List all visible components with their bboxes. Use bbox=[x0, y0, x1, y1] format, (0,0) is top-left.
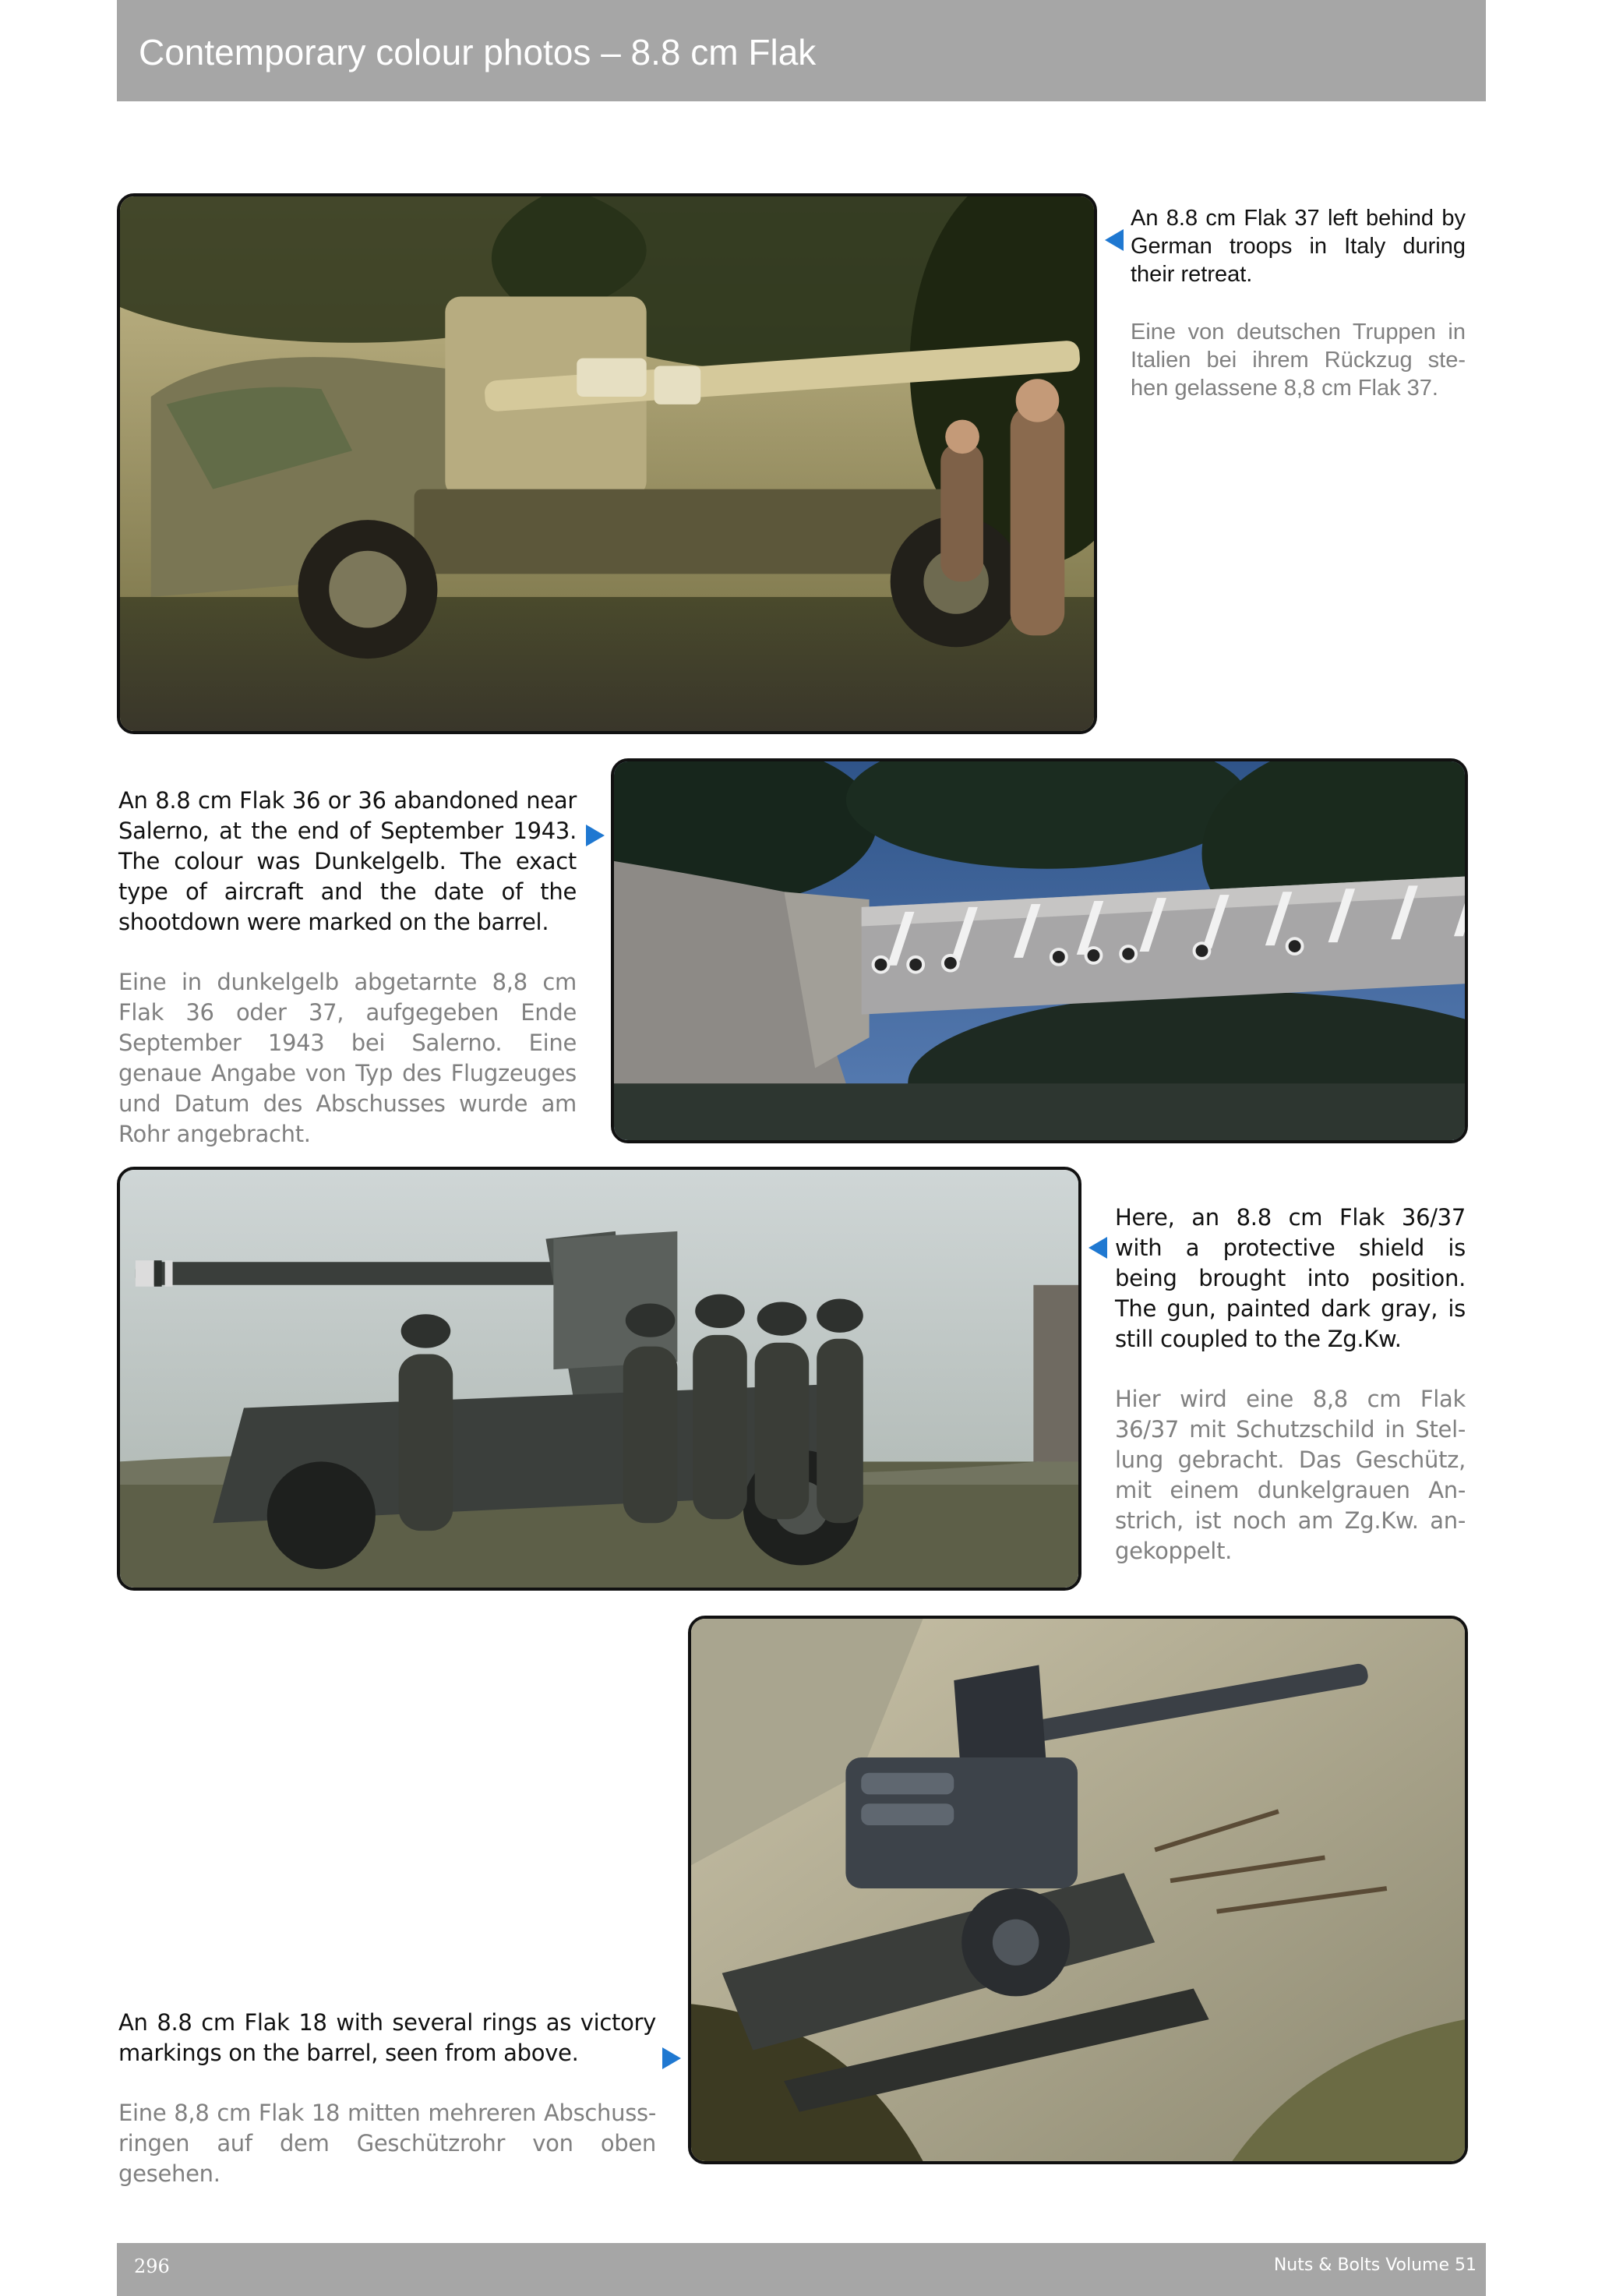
caption-photo1-german: Eine von deutschen Truppen in Italien bei ihrem Rückzug ste-hen gelassene 8,8 cm Flak 37. bbox=[1131, 320, 1466, 401]
caption-photo1 bbox=[1131, 204, 1466, 402]
pointer-arrow-photo1 bbox=[1105, 229, 1124, 251]
pointer-arrow-photo3 bbox=[1088, 1237, 1107, 1259]
photo-flak36-salerno bbox=[611, 758, 1468, 1143]
photo-flak37-image bbox=[120, 196, 1094, 731]
caption-photo1-english: An 8.8 cm Flak 37 left behind by German troops in Italy during their retreat. bbox=[1131, 206, 1466, 287]
photo-flak36-barrel-image bbox=[614, 761, 1465, 1140]
header-bar bbox=[117, 0, 1486, 101]
pointer-arrow-photo4 bbox=[662, 2047, 681, 2069]
caption-photo3 bbox=[1115, 1203, 1466, 1567]
footer-bar bbox=[117, 2243, 1486, 2296]
book-title: Nuts & Bolts Volume 51 bbox=[1273, 2255, 1477, 2275]
caption-photo3-german: Hier wird eine 8,8 cm Flak 36/37 mit Schutzschild in Stel-lung gebracht. Das Geschütz, mit einem dunkelgrauen An-strich, ist noch am Zg.Kw. an-gekoppelt. bbox=[1115, 1386, 1466, 1564]
caption-photo3-english: Here, an 8.8 cm Flak 36/37 with a protective shield is being brought into position. The gun, painted dark gray, is still coupled to the Zg.Kw. bbox=[1115, 1204, 1466, 1352]
page-number: 296 bbox=[134, 2255, 170, 2277]
caption-photo2-english: An 8.8 cm Flak 36 or 36 abandoned near Salerno, at the end of September 1943. The colour was Dunkelgelb. The exact type of aircraft and the date of the shootdown were marked on the barrel. bbox=[118, 787, 577, 935]
caption-photo4 bbox=[118, 2008, 656, 2189]
caption-photo2-german: Eine in dunkelgelb abgetarnte 8,8 cm Flak 36 oder 37, aufgegeben Ende September 1943 bei Salerno. Eine genaue Angabe von Typ des Flugzeuges und Datum des Abschusses wurde am Rohr angebracht. bbox=[118, 969, 577, 1147]
photo-flak3637-shield bbox=[117, 1167, 1081, 1591]
caption-photo4-english: An 8.8 cm Flak 18 with several rings as victory markings on the barrel, seen from above. bbox=[118, 2009, 656, 2066]
caption-photo4-german: Eine 8,8 cm Flak 18 mitten mehreren Abschuss-ringen auf dem Geschützrohr von oben gesehen. bbox=[118, 2100, 656, 2187]
page-title: Contemporary colour photos – 8.8 cm Flak bbox=[139, 32, 817, 72]
photo-flak37-italy bbox=[117, 193, 1097, 734]
pointer-arrow-photo2 bbox=[586, 825, 605, 846]
caption-photo2 bbox=[118, 786, 577, 1150]
photo-flak18-image bbox=[691, 1619, 1465, 2161]
photo-flak18-above bbox=[688, 1616, 1468, 2164]
photo-flak3637-image bbox=[120, 1170, 1078, 1588]
